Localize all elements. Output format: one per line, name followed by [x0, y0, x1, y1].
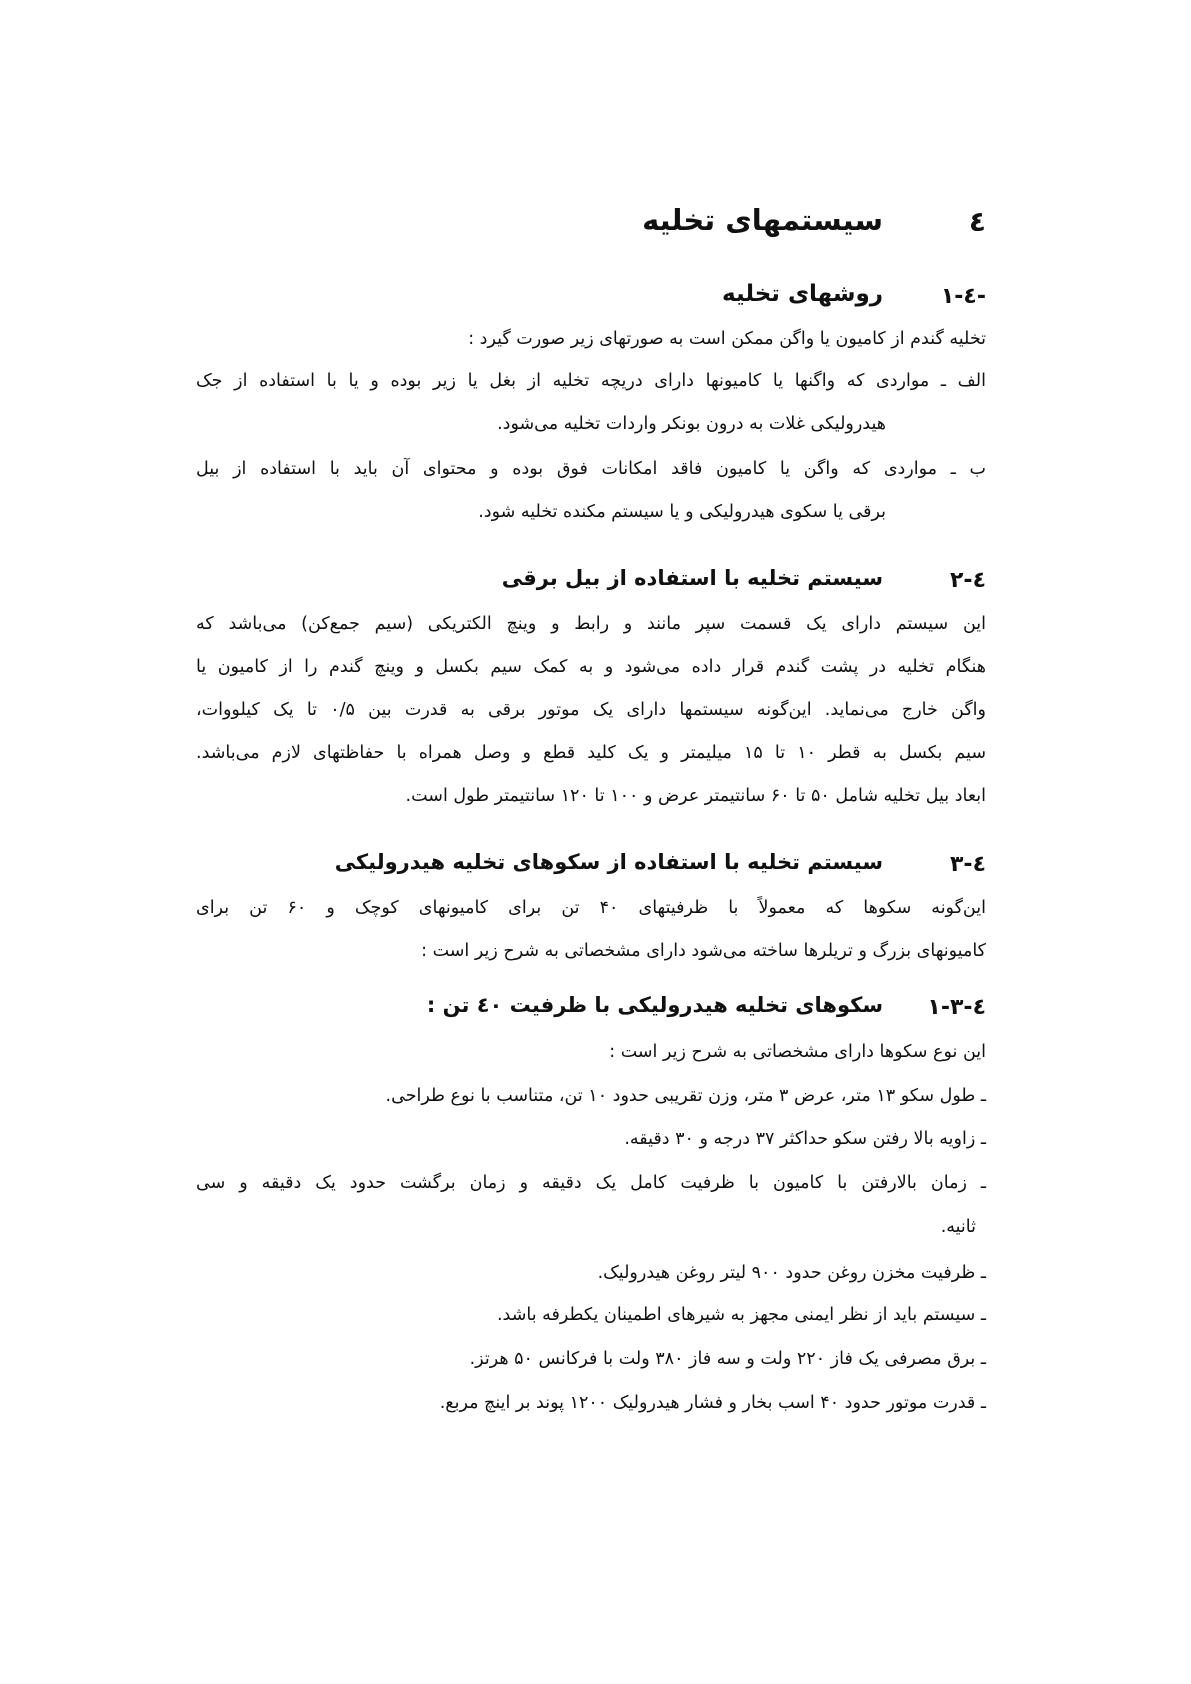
list-item-line: ـ سیستم باید از نظر ایمنی مجهز به شیرهای اطمینان یکطرفه باشد. [496, 1305, 986, 1325]
list-item-line: ـ طول سکو ۱۳ متر، عرض ۳ متر، وزن تقریبی حدود ۱۰ تن، متناسب با نوع طراحی. [385, 1086, 986, 1106]
list-item-line: هیدرولیکی غلات به درون بونکر واردات تخلیه می‌شود. [497, 414, 886, 434]
list-item-line: ـ قدرت موتور حدود ۴۰ اسب بخار و فشار هیدرولیک ۱۲۰۰ پوند بر اینچ مربع. [439, 1393, 986, 1413]
section-title: سیستم تخلیه با استفاده از بیل برقی [501, 566, 883, 590]
paragraph-line: واگن خارج می‌نماید. این‌گونه سیستمها دارای یک موتور برقی به قدرت بین ۰/۵ تا یک کیلووات، [196, 700, 986, 720]
chapter-title: سیستمهای تخلیه [642, 203, 883, 237]
paragraph-line: این نوع سکوها دارای مشخصاتی به شرح زیر است : [609, 1042, 986, 1062]
list-item-line: ـ زاویه بالا رفتن سکو حداکثر ۳۷ درجه و ۳۰ دقیقه. [624, 1129, 986, 1149]
list-item-line: ثانیه. [940, 1217, 976, 1237]
paragraph-line: این‌گونه سکوها که معمولاً با ظرفیتهای ۴۰ تن برای کامیونهای کوچک و ۶۰ تن برای [196, 898, 986, 918]
paragraph-line: این سیستم دارای یک قسمت سپر مانند و رابط و وینچ الکتریکی (سیم جمع‌کن) می‌باشد که [196, 614, 986, 634]
section-number: ٤-٢ [949, 568, 986, 593]
list-item-line: الف ـ مواردی که واگنها یا کامیونها دارای دریچه تخلیه از بغل یا زیر بوده و یا با استفاده از جک [196, 371, 986, 391]
chapter-number: ٤ [968, 205, 986, 238]
list-item-line: ـ زمان بالارفتن با کامیون با ظرفیت کامل یک دقیقه و زمان برگشت حدود یک دقیقه و سی [196, 1173, 986, 1193]
list-item-line: ـ ظرفیت مخزن روغن حدود ۹۰۰ لیتر روغن هیدرولیک. [597, 1263, 986, 1283]
list-item-line: ب ـ مواردی که واگن یا کامیون فاقد امکانات فوق بوده و محتوای آن باید با استفاده از بیل [196, 459, 986, 479]
paragraph-line: سیم بکسل به قطر ۱۰ تا ۱۵ میلیمتر و یک کلید قطع و وصل همراه با حفاظتهای لازم می‌باشد. [196, 743, 987, 763]
paragraph-line: هنگام تخلیه در پشت گندم قرار داده می‌شود و به کمک سیم بکسل و وینچ گندم را از کامیون یا [196, 657, 986, 677]
section-number: ٤-١- [940, 284, 986, 309]
paragraph-line: کامیونهای بزرگ و تریلرها ساخته می‌شود دارای مشخصاتی به شرح زیر است : [421, 941, 986, 961]
paragraph-line: تخلیه گندم از کامیون یا واگن ممکن است به صورتهای زیر صورت گیرد : [468, 329, 986, 349]
section-title: روشهای تخلیه [722, 281, 883, 307]
subsection-number: ٤-٣-١ [927, 995, 986, 1020]
section-number: ٤-٣ [949, 852, 986, 877]
subsection-title: سکوهای تخلیه هیدرولیکی با ظرفیت ٤٠ تن : [426, 993, 883, 1017]
paragraph-line: ابعاد بیل تخلیه شامل ۵۰ تا ۶۰ سانتیمتر عرض و ۱۰۰ تا ۱۲۰ سانتیمتر طول است. [405, 786, 986, 806]
list-item-line: ـ برق مصرفی یک فاز ۲۲۰ ولت و سه فاز ۳۸۰ ولت با فرکانس ۵۰ هرتز. [469, 1349, 986, 1369]
section-title: سیستم تخلیه با استفاده از سکوهای تخلیه هیدرولیکی [334, 850, 883, 874]
list-item-line: برقی یا سکوی هیدرولیکی و یا سیستم مکنده تخلیه شود. [478, 502, 886, 522]
